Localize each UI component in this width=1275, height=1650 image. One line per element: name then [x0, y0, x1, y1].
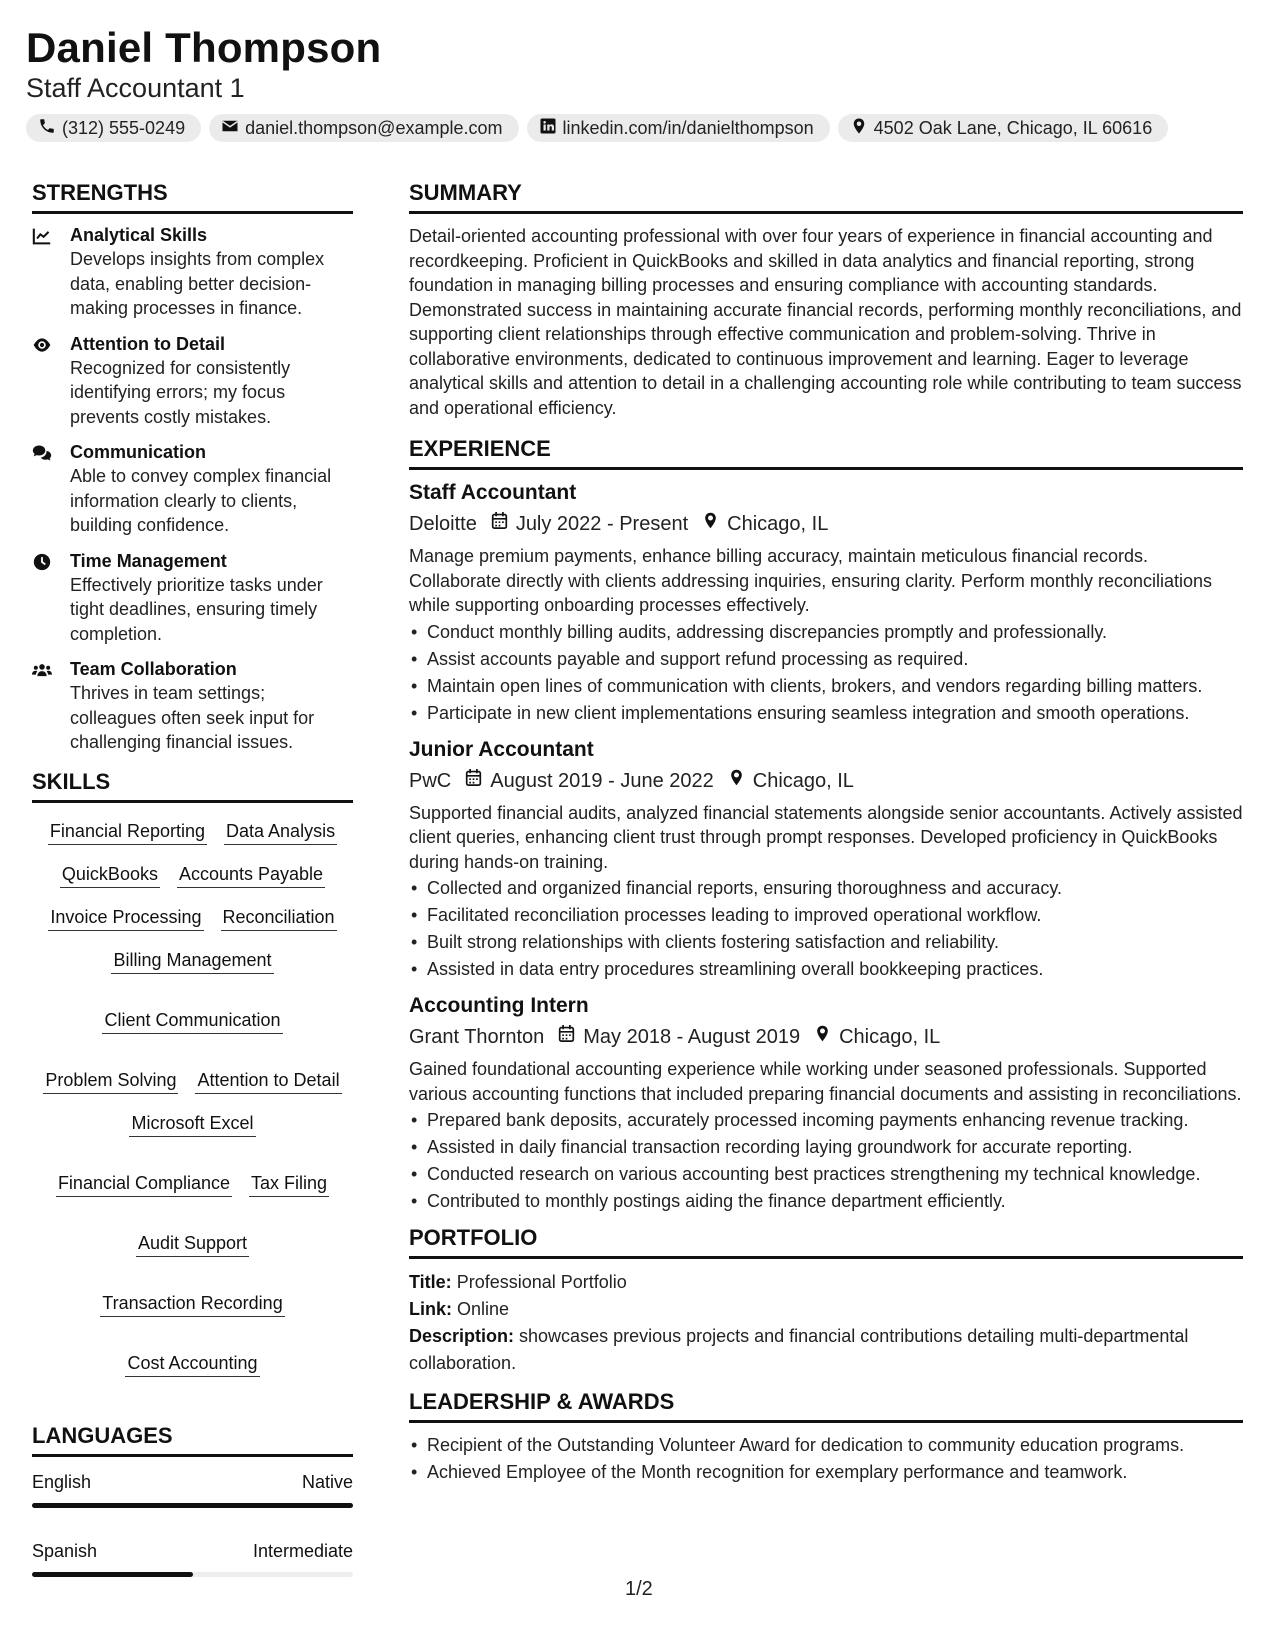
job-bullet: • Maintain open lines of communication with clients, brokers, and vendors regarding billing matters. [409, 674, 1243, 698]
contact-email-text: daniel.thompson@example.com [245, 117, 503, 138]
portfolio-title-row [409, 1269, 1243, 1296]
clock-icon [32, 550, 70, 647]
location-pin-icon [800, 1023, 839, 1051]
job-bullet: • Contributed to monthly postings aiding the finance department efficiently. [409, 1189, 1243, 1213]
language-bar-fill [32, 1572, 193, 1577]
right-column [409, 180, 1243, 1487]
strength-desc: Effectively prioritize tasks under tight deadlines, ensuring timely completion. [70, 574, 323, 644]
chart-line-icon [32, 224, 70, 321]
calendar-icon [451, 767, 490, 795]
strength-title: Team Collaboration [70, 659, 237, 679]
contact-email[interactable] [209, 114, 518, 142]
candidate-title: Staff Accountant 1 [26, 73, 245, 103]
language-bar-fill [32, 1503, 353, 1508]
portfolio-link[interactable]: Online [457, 1299, 510, 1319]
strength-title: Time Management [70, 550, 227, 571]
portfolio-heading: PORTFOLIO [409, 1225, 1243, 1259]
skill-tag: Reconciliation [221, 905, 337, 931]
skills-list [32, 813, 353, 1377]
skill-tag: Invoice Processing [48, 905, 203, 931]
calendar-icon [544, 1023, 583, 1051]
skill-tag: Cost Accounting [125, 1351, 259, 1377]
job-bullet: • Built strong relationships with clients fostering satisfaction and reliability. [409, 930, 1243, 954]
job-bullet: • Assisted in daily financial transaction recording laying groundwork for accurate reporting. [409, 1135, 1243, 1159]
strengths-heading: STRENGTHS [32, 180, 353, 214]
page-number: 1/2 [625, 1578, 653, 1600]
language-name: Spanish [32, 1540, 98, 1561]
skill-tag: Accounts Payable [177, 862, 325, 888]
eye-icon [32, 333, 70, 430]
skill-tag: Tax Filing [249, 1171, 329, 1197]
strength-title: Analytical Skills [70, 225, 208, 245]
job-bullet: • Assist accounts payable and support refund processing as required. [409, 647, 1243, 671]
job-bullet: • Assisted in data entry procedures streamlining overall bookkeeping practices. [409, 957, 1243, 981]
job-location: Chicago, IL [727, 513, 829, 535]
left-column [32, 180, 353, 1591]
job-entry [409, 993, 1243, 1213]
job-bullet: • Collected and organized financial reports, ensuring thoroughness and accuracy. [409, 876, 1243, 900]
job-entry [409, 737, 1243, 982]
skill-tag: Client Communication [102, 1008, 282, 1034]
job-meta [409, 1023, 1243, 1051]
calendar-icon [477, 510, 516, 538]
job-description: Gained foundational accounting experience while working under seasoned professionals. Supported various accounting functions that included preparing financial documents and assisting in reconciliations. [409, 1059, 1242, 1104]
summary-text: Detail-oriented accounting professional with over four years of experience in financial accounting and recordkeeping. Proficient in QuickBooks and skilled in data analytics and financial reporting, strong foundation in managing billing processes and ensuring compliance with accounting standards. Demonstrated success in maintaining accurate financial records, performing monthly reconciliations, and supporting client relationships through effective communication and problem-solving. Thrive in collaborative environments, dedicated to continuous improvement and learning. Eager to leverage analytical skills and attention to detail in a challenging accounting role while contributing to team success and operational efficiency. [409, 226, 1242, 418]
job-company: Grant Thornton [409, 1026, 545, 1048]
job-description: Manage premium payments, enhance billing accuracy, maintain meticulous financial records. Collaborate directly with clients addressing inquiries, ensuring clarity. Perform monthly reconciliations while supporting onboarding processes effectively. [409, 546, 1213, 615]
experience-heading: EXPERIENCE [409, 436, 1243, 470]
strength-item [32, 658, 353, 755]
job-dates: August 2019 - June 2022 [490, 769, 714, 792]
leadership-bullet: • Recipient of the Outstanding Volunteer Award for dedication to community education programs. [409, 1433, 1243, 1457]
skills-heading: SKILLS [32, 769, 353, 803]
languages-heading: LANGUAGES [32, 1423, 353, 1457]
portfolio-link-row [409, 1296, 1243, 1323]
job-company: Deloitte [409, 513, 477, 535]
strength-title: Attention to Detail [70, 333, 225, 354]
skill-tag: Financial Reporting [48, 819, 207, 845]
job-description: Supported financial audits, analyzed financial statements alongside senior accountants. Actively assisted client queries, enhancing client trust through prompt responses. Developed proficiency in QuickBooks during hands-on training. [409, 802, 1243, 872]
location-pin-icon [714, 767, 753, 795]
envelope-icon [221, 117, 239, 140]
contact-address-text: 4502 Oak Lane, Chicago, IL 60616 [873, 117, 1153, 138]
strength-item [32, 550, 353, 647]
job-title: Accounting Intern [409, 994, 589, 1017]
strength-item [32, 224, 353, 321]
portfolio-link-label: Link: [409, 1299, 452, 1319]
job-bullets [409, 876, 1243, 981]
strength-desc: Thrives in team settings; colleagues often seek input for challenging financial issues. [70, 683, 315, 752]
job-company: PwC [409, 769, 452, 792]
skill-tag: Attention to Detail [195, 1068, 341, 1094]
portfolio-description-row [409, 1323, 1243, 1377]
language-row [32, 1471, 353, 1493]
skill-tag: QuickBooks [60, 862, 160, 888]
portfolio-desc-value: showcases previous projects and financial contributions detailing multi-departmental collaboration. [409, 1326, 1189, 1373]
job-meta [409, 767, 1243, 795]
comments-icon [32, 441, 70, 538]
candidate-name: Daniel Thompson [26, 24, 382, 71]
job-bullet: • Participate in new client implementations ensuring seamless integration and smooth operations. [409, 701, 1243, 725]
strength-item [32, 333, 353, 430]
leadership-bullet: • Achieved Employee of the Month recognition for exemplary performance and teamwork. [409, 1460, 1243, 1484]
language-row [32, 1540, 353, 1562]
job-bullet: • Prepared bank deposits, accurately processed incoming payments enhancing revenue tracking. [409, 1108, 1243, 1132]
language-name: English [32, 1471, 92, 1492]
language-bar [32, 1503, 353, 1508]
portfolio-title-value: Professional Portfolio [456, 1272, 627, 1292]
linkedin-icon [539, 117, 557, 140]
strength-item [32, 441, 353, 538]
strength-desc: Develops insights from complex data, enabling better decision-making processes in finance. [70, 249, 325, 318]
contact-phone-text: (312) 555-0249 [62, 117, 186, 138]
contact-phone[interactable] [26, 114, 201, 142]
skill-tag: Transaction Recording [100, 1291, 284, 1317]
language-level: Intermediate [252, 1540, 353, 1561]
phone-icon [38, 117, 56, 140]
job-bullets [409, 620, 1243, 725]
portfolio-desc-label: Description: [409, 1326, 515, 1346]
strength-title: Communication [70, 442, 207, 462]
job-bullets [409, 1108, 1243, 1213]
skill-tag: Billing Management [111, 948, 273, 974]
resume-header [26, 24, 1246, 142]
job-entry [409, 480, 1243, 725]
job-dates: May 2018 - August 2019 [583, 1026, 801, 1048]
language-bar [32, 1572, 353, 1577]
job-bullet: • Facilitated reconciliation processes leading to improved operational workflow. [409, 903, 1243, 927]
contact-linkedin[interactable] [527, 114, 830, 142]
job-title: Junior Accountant [409, 737, 594, 761]
languages-list [32, 1471, 353, 1577]
leadership-heading: LEADERSHIP & AWARDS [409, 1389, 1243, 1423]
portfolio-title-label: Title: [409, 1272, 452, 1292]
contact-linkedin-text: linkedin.com/in/danielthompson [562, 117, 814, 138]
skill-tag: Microsoft Excel [129, 1111, 255, 1137]
job-meta [409, 510, 1243, 538]
location-pin-icon [850, 117, 868, 140]
language-level: Native [301, 1471, 353, 1492]
skill-tag: Audit Support [136, 1231, 249, 1257]
strength-desc: Able to convey complex financial information clearly to clients, building confidence. [70, 466, 332, 535]
contact-bar [26, 114, 1246, 142]
skill-tag: Problem Solving [43, 1068, 178, 1094]
job-location: Chicago, IL [839, 1026, 941, 1048]
job-bullet: • Conducted research on various accounting best practices strengthening my technical knowledge. [409, 1162, 1243, 1186]
leadership-bullets [409, 1433, 1243, 1484]
job-dates: July 2022 - Present [515, 513, 689, 535]
strength-desc: Recognized for consistently identifying errors; my focus prevents costly mistakes. [70, 357, 291, 427]
job-bullet: • Conduct monthly billing audits, addressing discrepancies promptly and professionally. [409, 620, 1243, 644]
skill-tag: Data Analysis [224, 819, 337, 845]
summary-heading: SUMMARY [409, 180, 1243, 214]
skill-tag: Financial Compliance [56, 1171, 232, 1197]
contact-address[interactable] [838, 114, 1169, 142]
job-title: Staff Accountant [409, 481, 577, 504]
location-pin-icon [688, 510, 727, 538]
users-icon [32, 658, 70, 755]
job-location: Chicago, IL [752, 769, 854, 792]
